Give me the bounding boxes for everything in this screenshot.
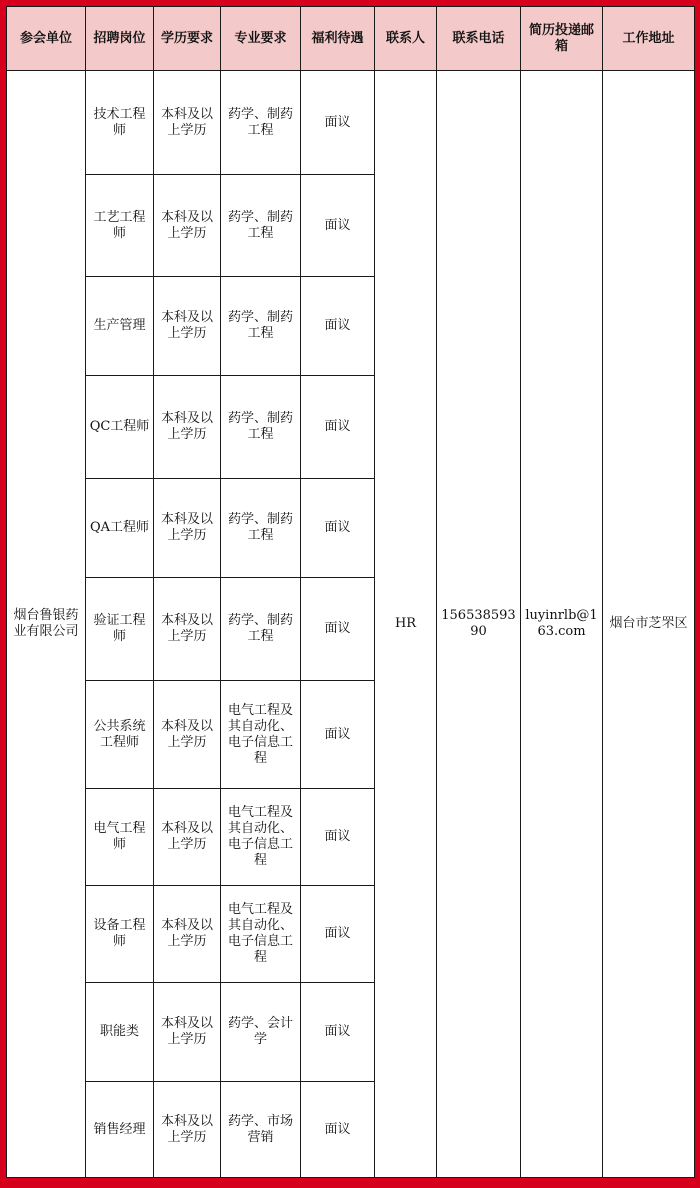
header-education: 学历要求	[154, 7, 221, 71]
education-cell: 本科及以上学历	[154, 277, 221, 376]
position-cell: 职能类	[86, 983, 154, 1082]
position-cell: 验证工程师	[86, 578, 154, 681]
position-cell: QC工程师	[86, 376, 154, 479]
header-major: 专业要求	[221, 7, 301, 71]
sheet	[6, 6, 694, 1178]
major-cell: 药学、制药工程	[221, 479, 301, 578]
major-cell: 药学、制药工程	[221, 376, 301, 479]
position-cell: 技术工程师	[86, 71, 154, 175]
education-cell: 本科及以上学历	[154, 175, 221, 277]
position-cell: 销售经理	[86, 1082, 154, 1178]
major-cell: 药学、市场营销	[221, 1082, 301, 1178]
position-cell: 公共系统工程师	[86, 681, 154, 789]
education-cell: 本科及以上学历	[154, 983, 221, 1082]
welfare-cell: 面议	[301, 789, 375, 886]
welfare-cell: 面议	[301, 983, 375, 1082]
table-row	[7, 71, 695, 175]
welfare-cell: 面议	[301, 479, 375, 578]
welfare-cell: 面议	[301, 578, 375, 681]
header-address: 工作地址	[603, 7, 695, 71]
education-cell: 本科及以上学历	[154, 479, 221, 578]
welfare-cell: 面议	[301, 376, 375, 479]
header-row	[7, 7, 695, 71]
major-cell: 药学、制药工程	[221, 578, 301, 681]
header-company: 参会单位	[7, 7, 86, 71]
position-cell: 电气工程师	[86, 789, 154, 886]
welfare-cell: 面议	[301, 277, 375, 376]
header-position: 招聘岗位	[86, 7, 154, 71]
major-cell: 电气工程及其自动化、电子信息工程	[221, 681, 301, 789]
major-cell: 药学、制药工程	[221, 71, 301, 175]
position-cell: QA工程师	[86, 479, 154, 578]
welfare-cell: 面议	[301, 71, 375, 175]
welfare-cell: 面议	[301, 886, 375, 983]
welfare-cell: 面议	[301, 681, 375, 789]
major-cell: 药学、会计学	[221, 983, 301, 1082]
position-cell: 工艺工程师	[86, 175, 154, 277]
phone-cell: 15653859390	[437, 71, 521, 1178]
position-cell: 生产管理	[86, 277, 154, 376]
education-cell: 本科及以上学历	[154, 1082, 221, 1178]
welfare-cell: 面议	[301, 1082, 375, 1178]
recruitment-table	[6, 6, 695, 1178]
contact-cell: HR	[375, 71, 437, 1178]
table-body	[7, 71, 695, 1178]
major-cell: 药学、制药工程	[221, 175, 301, 277]
position-cell: 设备工程师	[86, 886, 154, 983]
major-cell: 电气工程及其自动化、电子信息工程	[221, 886, 301, 983]
header-email: 简历投递邮箱	[521, 7, 603, 71]
major-cell: 药学、制药工程	[221, 277, 301, 376]
company-cell: 烟台鲁银药业有限公司	[7, 71, 86, 1178]
education-cell: 本科及以上学历	[154, 789, 221, 886]
education-cell: 本科及以上学历	[154, 376, 221, 479]
welfare-cell: 面议	[301, 175, 375, 277]
education-cell: 本科及以上学历	[154, 71, 221, 175]
education-cell: 本科及以上学历	[154, 886, 221, 983]
address-cell: 烟台市芝罘区	[603, 71, 695, 1178]
major-cell: 电气工程及其自动化、电子信息工程	[221, 789, 301, 886]
email-cell: luyinrlb@163.com	[521, 71, 603, 1178]
header-contact: 联系人	[375, 7, 437, 71]
header-welfare: 福利待遇	[301, 7, 375, 71]
education-cell: 本科及以上学历	[154, 681, 221, 789]
header-phone: 联系电话	[437, 7, 521, 71]
education-cell: 本科及以上学历	[154, 578, 221, 681]
